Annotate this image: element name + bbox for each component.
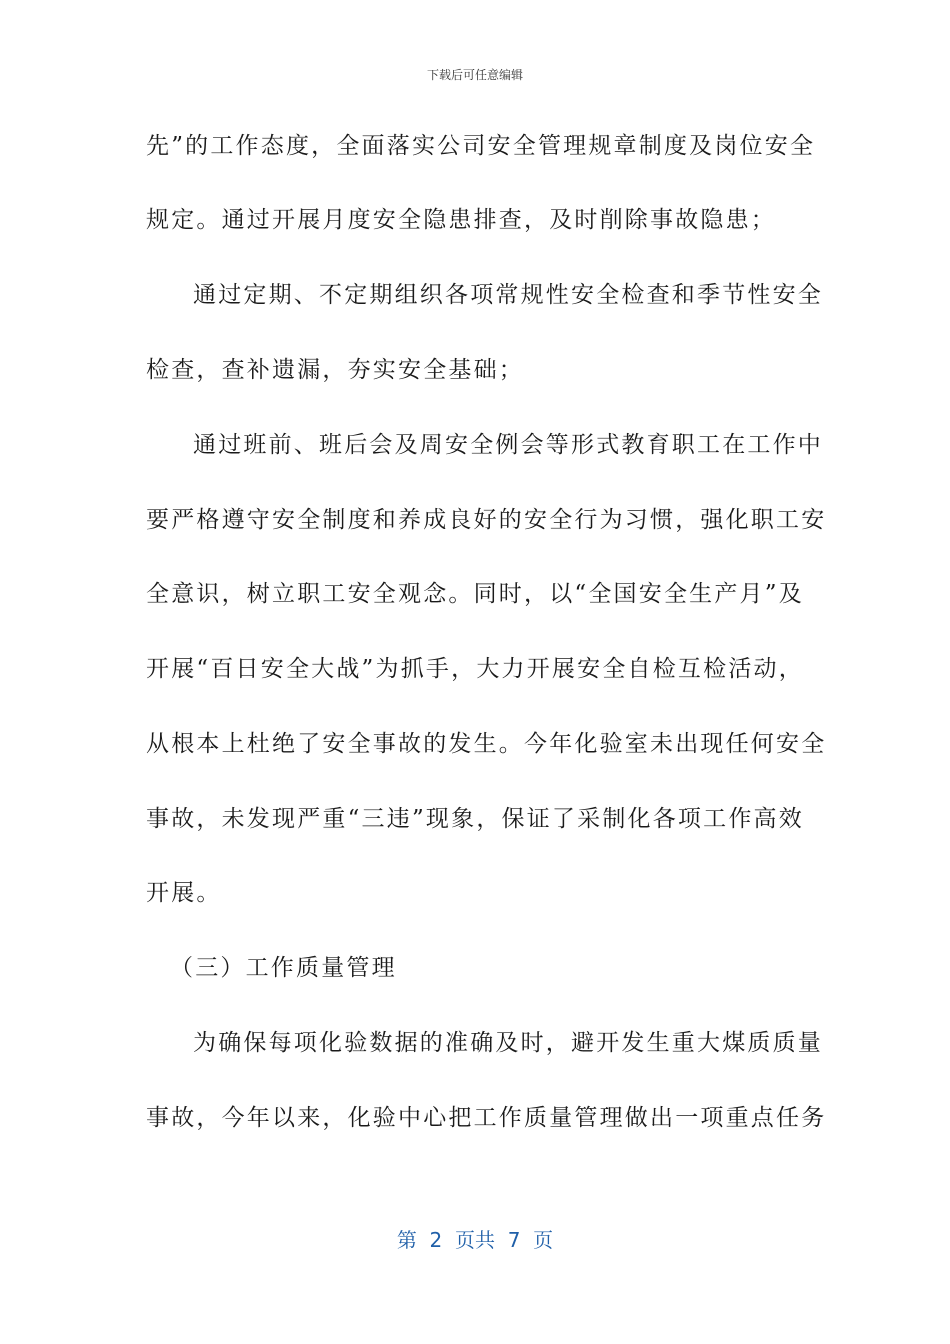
body-line-6: 要严格遵守安全制度和养成良好的安全行为习惯，强化职工安	[146, 507, 827, 533]
body-line-2: 规定。通过开展月度安全隐患排查，及时削除事故隐患；	[146, 207, 776, 233]
body-line-13: 为确保每项化验数据的准确及时，避开发生重大煤质质量	[193, 1030, 823, 1056]
section-heading: （三）工作质量管理	[170, 955, 397, 981]
body-line-7: 全意识，树立职工安全观念。同时，以“全国安全生产月”及	[146, 581, 804, 607]
body-line-10: 事故，未发现严重“三违”现象，保证了采制化各项工作高效	[146, 806, 804, 832]
body-line-11: 开展。	[146, 880, 222, 906]
body-line-9: 从根本上杜绝了安全事故的发生。今年化验室未出现任何安全	[146, 731, 827, 757]
page-number-footer: 第 2 页共 7 页	[396, 1228, 554, 1252]
body-line-3: 通过定期、不定期组织各项常规性安全检查和季节性安全	[193, 282, 823, 308]
body-line-1: 先”的工作态度，全面落实公司安全管理规章制度及岗位安全	[146, 133, 816, 159]
body-line-5: 通过班前、班后会及周安全例会等形式教育职工在工作中	[193, 432, 823, 458]
body-line-8: 开展“百日安全大战”为抓手，大力开展安全自检互检活动，	[146, 656, 804, 682]
body-line-4: 检查，查补遗漏，夯实安全基础；	[146, 357, 524, 383]
body-line-14: 事故，今年以来，化验中心把工作质量管理做出一项重点任务	[146, 1105, 827, 1131]
page-header: 下载后可任意编辑	[426, 68, 523, 82]
